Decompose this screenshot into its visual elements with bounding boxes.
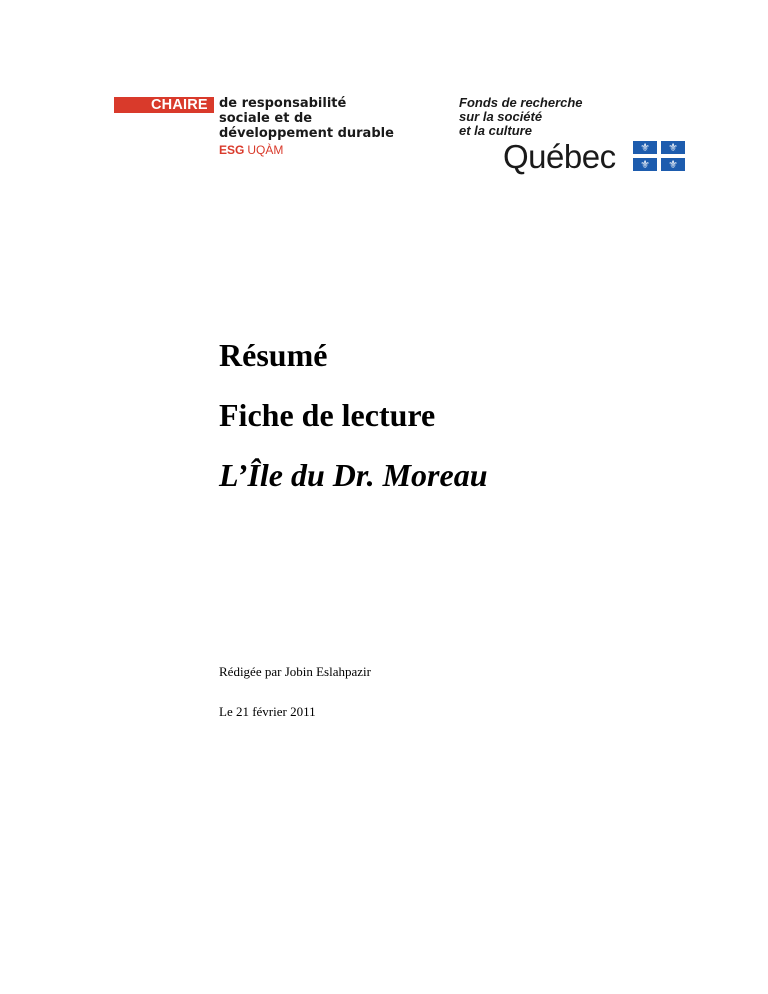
fonds-line-3: et la culture <box>459 123 532 138</box>
document-title-resume: Résumé <box>219 337 328 373</box>
quebec-flag-icon <box>633 141 685 171</box>
fonds-line-2: sur la société <box>459 109 543 124</box>
fleur-de-lis-icon: ⚜ <box>640 141 650 154</box>
chaire-line-3: développement durable <box>219 126 394 141</box>
chaire-logo <box>114 94 414 164</box>
esg-uqam-line <box>219 143 283 157</box>
fonds-recherche-logo <box>457 95 697 180</box>
chaire-line-2: sociale et de <box>219 111 313 126</box>
author-line: Rédigée par Jobin Eslahpazir <box>219 664 371 679</box>
fleur-de-lis-icon: ⚜ <box>640 158 650 171</box>
fonds-line-1: Fonds de recherche <box>459 95 583 110</box>
document-title-book: L’Île du Dr. Moreau <box>219 457 488 493</box>
date-line: Le 21 février 2011 <box>219 704 316 719</box>
quebec-wordmark: Québec <box>503 138 616 175</box>
document-title-fiche: Fiche de lecture <box>219 397 436 433</box>
chaire-line-1: de responsabilité <box>219 96 347 111</box>
fleur-de-lis-icon: ⚜ <box>668 141 678 154</box>
uqam-text: UQÀM <box>247 143 284 157</box>
esg-text: ESG <box>219 143 245 157</box>
fleur-de-lis-icon: ⚜ <box>668 158 678 171</box>
chaire-badge-text: CHAIRE <box>151 97 208 113</box>
